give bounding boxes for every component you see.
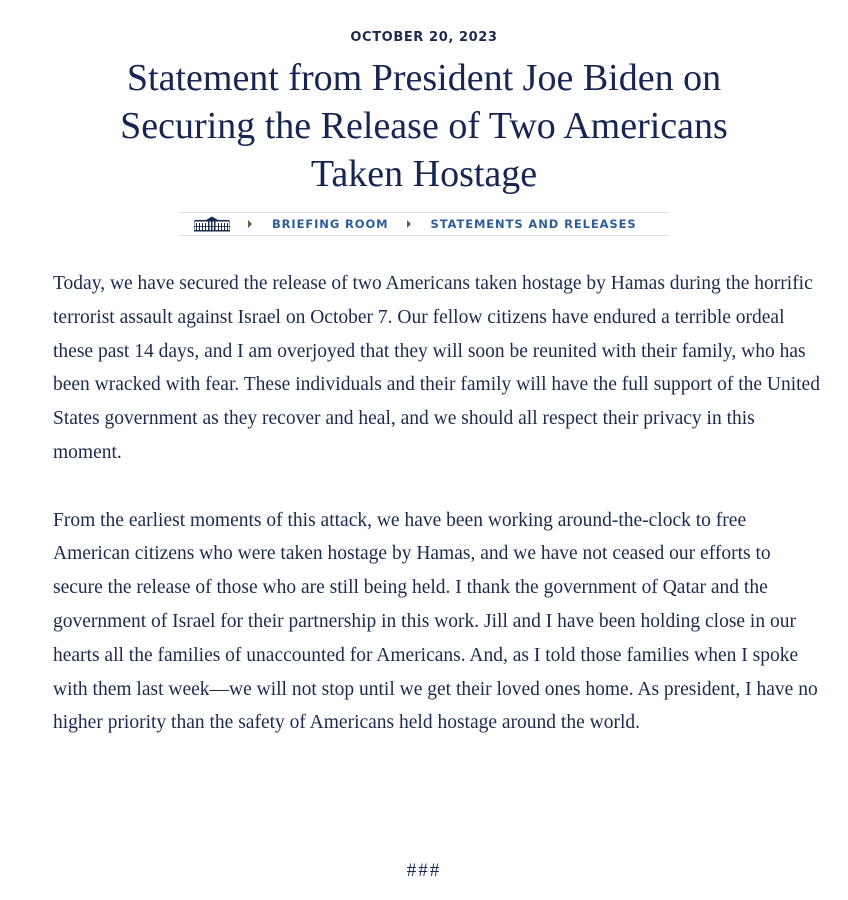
breadcrumb-briefing-room[interactable]: BRIEFING ROOM — [272, 217, 389, 231]
article-body — [53, 267, 823, 774]
page-title: Statement from President Joe Biden on Securing the Release of Two Americans Taken Hostage — [120, 57, 728, 195]
publish-date: OCTOBER 20, 2023 — [350, 30, 498, 45]
breadcrumb-statements-and-releases[interactable]: STATEMENTS AND RELEASES — [430, 217, 637, 231]
breadcrumb — [180, 212, 668, 236]
paragraph: Today, we have secured the release of two Americans taken hostage by Hamas during the horrific terrorist assault against Israel on October 7. Our fellow citizens have endured a terrible ordeal these past 14 days, and I am overjoyed that they will soon be reunited with their family, who has been wracked with fear. These individuals and their family will have the full support of the United States government as they recover and heal, and we should all respect their privacy in this moment. — [53, 273, 820, 463]
article-header — [0, 0, 848, 236]
caret-right-icon — [407, 220, 411, 228]
end-mark: ### — [406, 860, 442, 881]
paragraph: From the earliest moments of this attack, we have been working around-the-clock to free American citizens who were taken hostage by Hamas, and we have not ceased our efforts to secure the release of those who are still being held. I thank the government of Qatar and the government of Israel for their partnership in this work. Jill and I have been holding close in our hearts all the families of unaccounted for Americans. And, as I told those families when I spoke with them last week—we will not stop until we get their loved ones home. As president, I have no higher priority than the safety of Americans held hostage around the world. — [53, 509, 818, 734]
white-house-icon[interactable] — [194, 216, 230, 232]
caret-right-icon — [248, 220, 252, 228]
